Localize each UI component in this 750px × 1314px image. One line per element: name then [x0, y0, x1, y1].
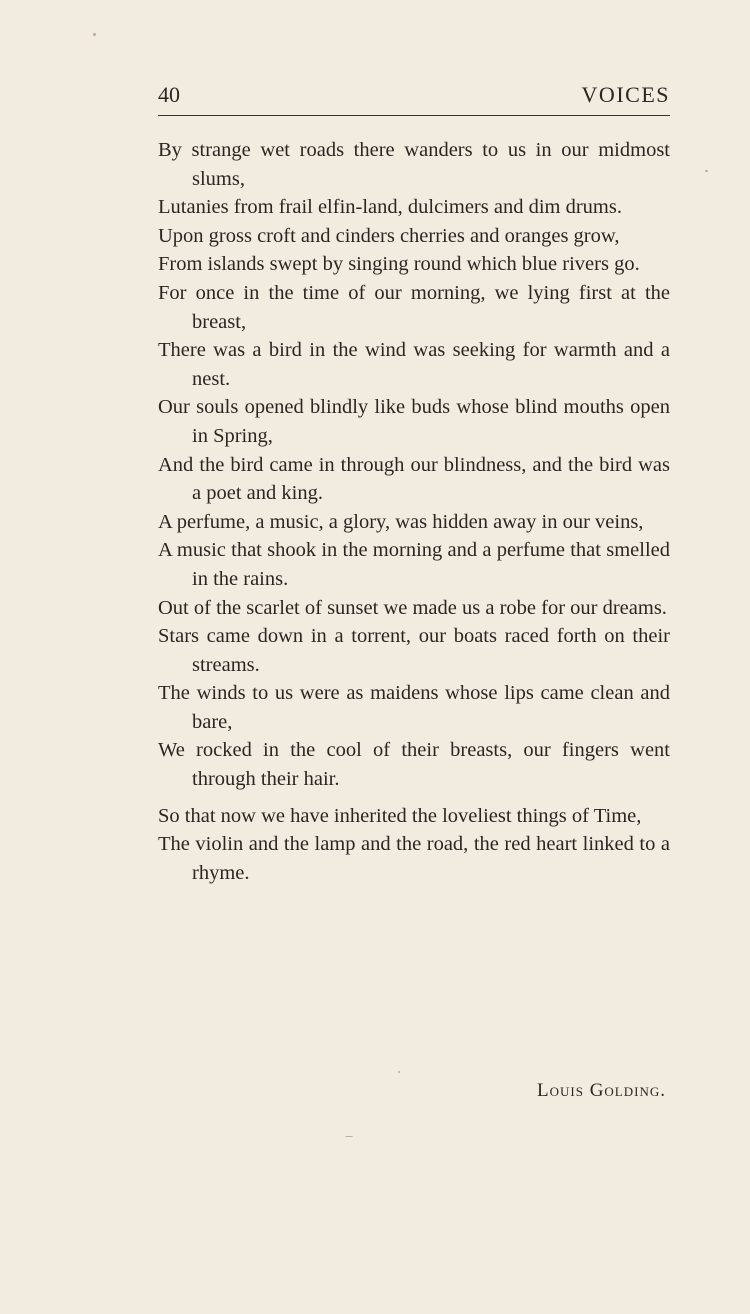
- poem-line: From islands swept by singing round which blue rivers go.: [158, 253, 640, 276]
- poem-line: We rocked in the cool of their breasts, our fingers went through their hair.: [158, 739, 670, 791]
- poem-line: Our souls opened blindly like buds whose blind mouths open in Spring,: [158, 396, 670, 447]
- poem-line: Out of the scarlet of sunset we made us a robe for our dreams.: [158, 596, 667, 619]
- paper-speck: [398, 1071, 400, 1073]
- paper-speck: [93, 33, 96, 36]
- poem-line: So that now we have inherited the loveliest things of Time,: [158, 804, 642, 827]
- poem-line: Upon gross croft and cinders cherries and oranges grow,: [158, 224, 620, 247]
- poem-line: A music that shook in the morning and a perfume that smelled in the rains.: [158, 539, 670, 590]
- page-number: 40: [158, 82, 180, 107]
- stanza: [158, 802, 670, 888]
- poem-line: The violin and the lamp and the road, the red heart linked to a rhyme.: [158, 833, 670, 884]
- poem-line: By strange wet roads there wanders to us in our midmost slums,: [158, 139, 670, 190]
- poem-body: [158, 136, 670, 887]
- author-signature: Louis Golding.: [537, 1080, 666, 1101]
- poem-line: There was a bird in the wind was seeking for warmth and a nest.: [158, 339, 670, 390]
- poem-line: Stars came down in a torrent, our boats raced forth on their streams.: [158, 625, 670, 676]
- poem-line: Lutanies from frail elfin-land, dulcimers and dim drums.: [158, 196, 622, 219]
- paper-speck: [345, 1136, 353, 1137]
- stanza: [158, 136, 670, 794]
- poem-line: For once in the time of our morning, we lying first at the breast,: [158, 281, 670, 333]
- poem-line: And the bird came in through our blindness, and the bird was a poet and king.: [158, 453, 670, 505]
- paper-speck: [705, 170, 708, 172]
- running-title: VOICES: [581, 82, 670, 107]
- header-rule: [158, 115, 670, 116]
- poem-line: A perfume, a music, a glory, was hidden away in our veins,: [158, 510, 644, 533]
- page-header: [158, 80, 670, 110]
- poem-line: The winds to us were as maidens whose lips came clean and bare,: [158, 682, 670, 733]
